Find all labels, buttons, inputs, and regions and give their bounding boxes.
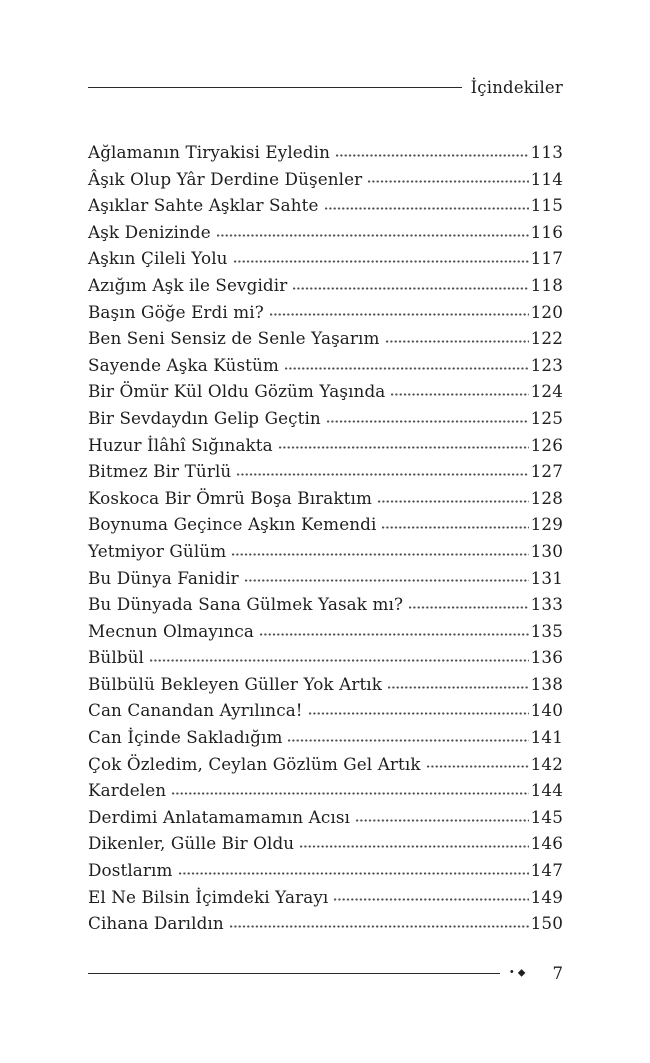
toc-dot-leader [300, 844, 528, 848]
toc-entry-title: Yetmiyor Gülüm [88, 540, 227, 561]
toc-entry-page: 131 [530, 567, 563, 588]
toc-dot-leader [388, 685, 529, 689]
page-number: 7 [552, 964, 563, 983]
toc-entry-page: 127 [530, 461, 563, 482]
toc-entry-title: Bülbülü Bekleyen Güller Yok Artık [88, 673, 383, 694]
toc-entry-title: Bu Dünya Fanidir [88, 567, 239, 588]
toc-entry-title: Dikenler, Gülle Bir Oldu [88, 833, 295, 854]
toc-entry [88, 328, 563, 355]
toc-entry-page: 120 [530, 301, 563, 322]
toc-entry [88, 142, 563, 169]
toc-entry [88, 647, 563, 674]
toc-entry-page: 123 [530, 354, 563, 375]
toc-entry [88, 807, 563, 834]
toc-dot-leader [336, 153, 529, 157]
toc-list [88, 142, 563, 940]
toc-entry-page: 126 [530, 434, 563, 455]
toc-entry [88, 408, 563, 435]
toc-entry-page: 138 [530, 673, 563, 694]
toc-dot-leader [409, 605, 529, 609]
toc-dot-leader [382, 525, 528, 529]
toc-entry-page: 122 [530, 328, 563, 349]
toc-entry-title: Azığım Aşk ile Sevgidir [88, 274, 288, 295]
toc-entry-title: Boynuma Geçince Aşkın Kemendi [88, 514, 377, 535]
toc-entry [88, 674, 563, 701]
toc-entry [88, 621, 563, 648]
toc-dot-leader [325, 206, 529, 210]
toc-entry [88, 594, 563, 621]
toc-entry-title: Ağlamanın Tiryakisi Eyledin [88, 142, 331, 162]
toc-dot-leader [234, 259, 529, 263]
toc-dot-leader [378, 499, 529, 503]
toc-entry-page: 146 [530, 833, 563, 854]
toc-entry-title: Sayende Aşka Küstüm [88, 354, 279, 375]
toc-entry-title: Derdimi Anlatamamamın Acısı [88, 806, 350, 827]
toc-entry-title: Aşıklar Sahte Aşklar Sahte [88, 195, 319, 216]
toc-entry-page: 115 [530, 195, 563, 216]
footer-rule [88, 973, 500, 974]
toc-entry [88, 913, 563, 940]
toc-dot-leader [230, 924, 529, 928]
toc-entry-title: Can İçinde Sakladığım [88, 727, 283, 748]
toc-entry-page: 145 [530, 806, 563, 827]
toc-entry-title: El Ne Bilsin İçimdeki Yarayı [88, 886, 329, 907]
toc-entry [88, 780, 563, 807]
toc-entry [88, 302, 563, 329]
toc-entry [88, 754, 563, 781]
toc-dot-leader [293, 286, 528, 290]
toc-entry-title: Can Canandan Ayrılınca! [88, 700, 303, 721]
toc-entry-title: Bitmez Bir Türlü [88, 461, 232, 482]
toc-dot-leader [232, 552, 528, 556]
toc-dot-leader [391, 392, 528, 396]
toc-entry-page: 129 [530, 514, 563, 535]
toc-entry [88, 169, 563, 196]
toc-dot-leader [279, 446, 529, 450]
toc-dot-leader [237, 472, 528, 476]
toc-entry-page: 147 [530, 860, 563, 881]
toc-entry [88, 700, 563, 727]
toc-entry [88, 833, 563, 860]
toc-entry [88, 222, 563, 249]
toc-entry-page: 125 [530, 407, 563, 428]
toc-dot-leader [334, 898, 528, 902]
toc-dot-leader [260, 632, 529, 636]
diamond-ornament-icon: •◆ [508, 967, 529, 979]
toc-dot-leader [356, 818, 529, 822]
toc-dot-leader [368, 180, 528, 184]
toc-entry-page: 116 [530, 221, 563, 242]
toc-entry-page: 150 [530, 913, 563, 934]
toc-entry [88, 435, 563, 462]
toc-entry-title: Mecnun Olmayınca [88, 620, 254, 641]
toc-entry [88, 568, 563, 595]
toc-entry-page: 141 [530, 727, 563, 748]
toc-entry-title: Bir Ömür Kül Oldu Gözüm Yaşında [88, 381, 386, 402]
toc-entry-title: Bülbül [88, 647, 145, 668]
toc-entry-page: 140 [530, 700, 563, 721]
toc-entry-title: Ben Seni Sensiz de Senle Yaşarım [88, 328, 380, 349]
toc-entry-title: Koskoca Bir Ömrü Boşa Bıraktım [88, 487, 373, 508]
toc-dot-leader [179, 871, 529, 875]
toc-dot-leader [288, 738, 528, 742]
toc-dot-leader [309, 711, 529, 715]
toc-entry-title: Bir Sevdaydın Gelip Geçtin [88, 407, 321, 428]
toc-entry [88, 514, 563, 541]
toc-entry-title: Dostlarım [88, 860, 173, 881]
toc-dot-leader [217, 233, 529, 237]
toc-dot-leader [327, 419, 529, 423]
toc-dot-leader [270, 313, 529, 317]
toc-entry [88, 355, 563, 382]
toc-entry-page: 136 [530, 647, 563, 668]
toc-dot-leader [285, 366, 529, 370]
toc-entry-title: Aşkın Çileli Yolu [88, 248, 228, 269]
toc-entry [88, 195, 563, 222]
toc-entry [88, 887, 563, 914]
toc-entry [88, 488, 563, 515]
toc-entry-page: 128 [530, 487, 563, 508]
toc-entry-page: 135 [530, 620, 563, 641]
toc-entry-title: Çok Özledim, Ceylan Gözlüm Gel Artık [88, 753, 421, 774]
toc-entry [88, 860, 563, 887]
toc-entry-page: 124 [530, 381, 563, 402]
toc-entry [88, 248, 563, 275]
toc-entry-page: 118 [530, 274, 563, 295]
toc-dot-leader [427, 765, 529, 769]
toc-entry [88, 727, 563, 754]
toc-dot-leader [172, 791, 529, 795]
toc-entry [88, 275, 563, 302]
toc-entry-title: Aşk Denizinde [88, 221, 211, 242]
toc-entry [88, 461, 563, 488]
toc-entry-title: Başın Göğe Erdi mi? [88, 301, 264, 322]
toc-dot-leader [245, 579, 529, 583]
toc-entry [88, 381, 563, 408]
toc-entry-title: Kardelen [88, 780, 167, 801]
toc-entry-page: 142 [530, 753, 563, 774]
toc-entry-page: 130 [530, 540, 563, 561]
toc-entry-page: 133 [530, 594, 563, 615]
toc-entry-title: Bu Dünyada Sana Gülmek Yasak mı? [88, 594, 404, 615]
toc-entry-page: 117 [530, 248, 563, 269]
header-rule [88, 87, 462, 88]
page-header [88, 78, 563, 97]
toc-entry-title: Âşık Olup Yâr Derdine Düşenler [88, 168, 363, 189]
toc-entry-title: Huzur İlâhî Sığınakta [88, 434, 273, 455]
toc-dot-leader [150, 658, 529, 662]
toc-entry-page: 113 [530, 142, 563, 162]
toc-entry [88, 541, 563, 568]
toc-entry-page: 144 [530, 780, 563, 801]
page-footer [88, 964, 563, 983]
toc-entry-title: Cihana Darıldın [88, 913, 224, 934]
page-header-title: İçindekiler [470, 78, 563, 97]
toc-entry-page: 149 [530, 886, 563, 907]
toc-entry-page: 114 [530, 168, 563, 189]
toc-dot-leader [386, 339, 529, 343]
